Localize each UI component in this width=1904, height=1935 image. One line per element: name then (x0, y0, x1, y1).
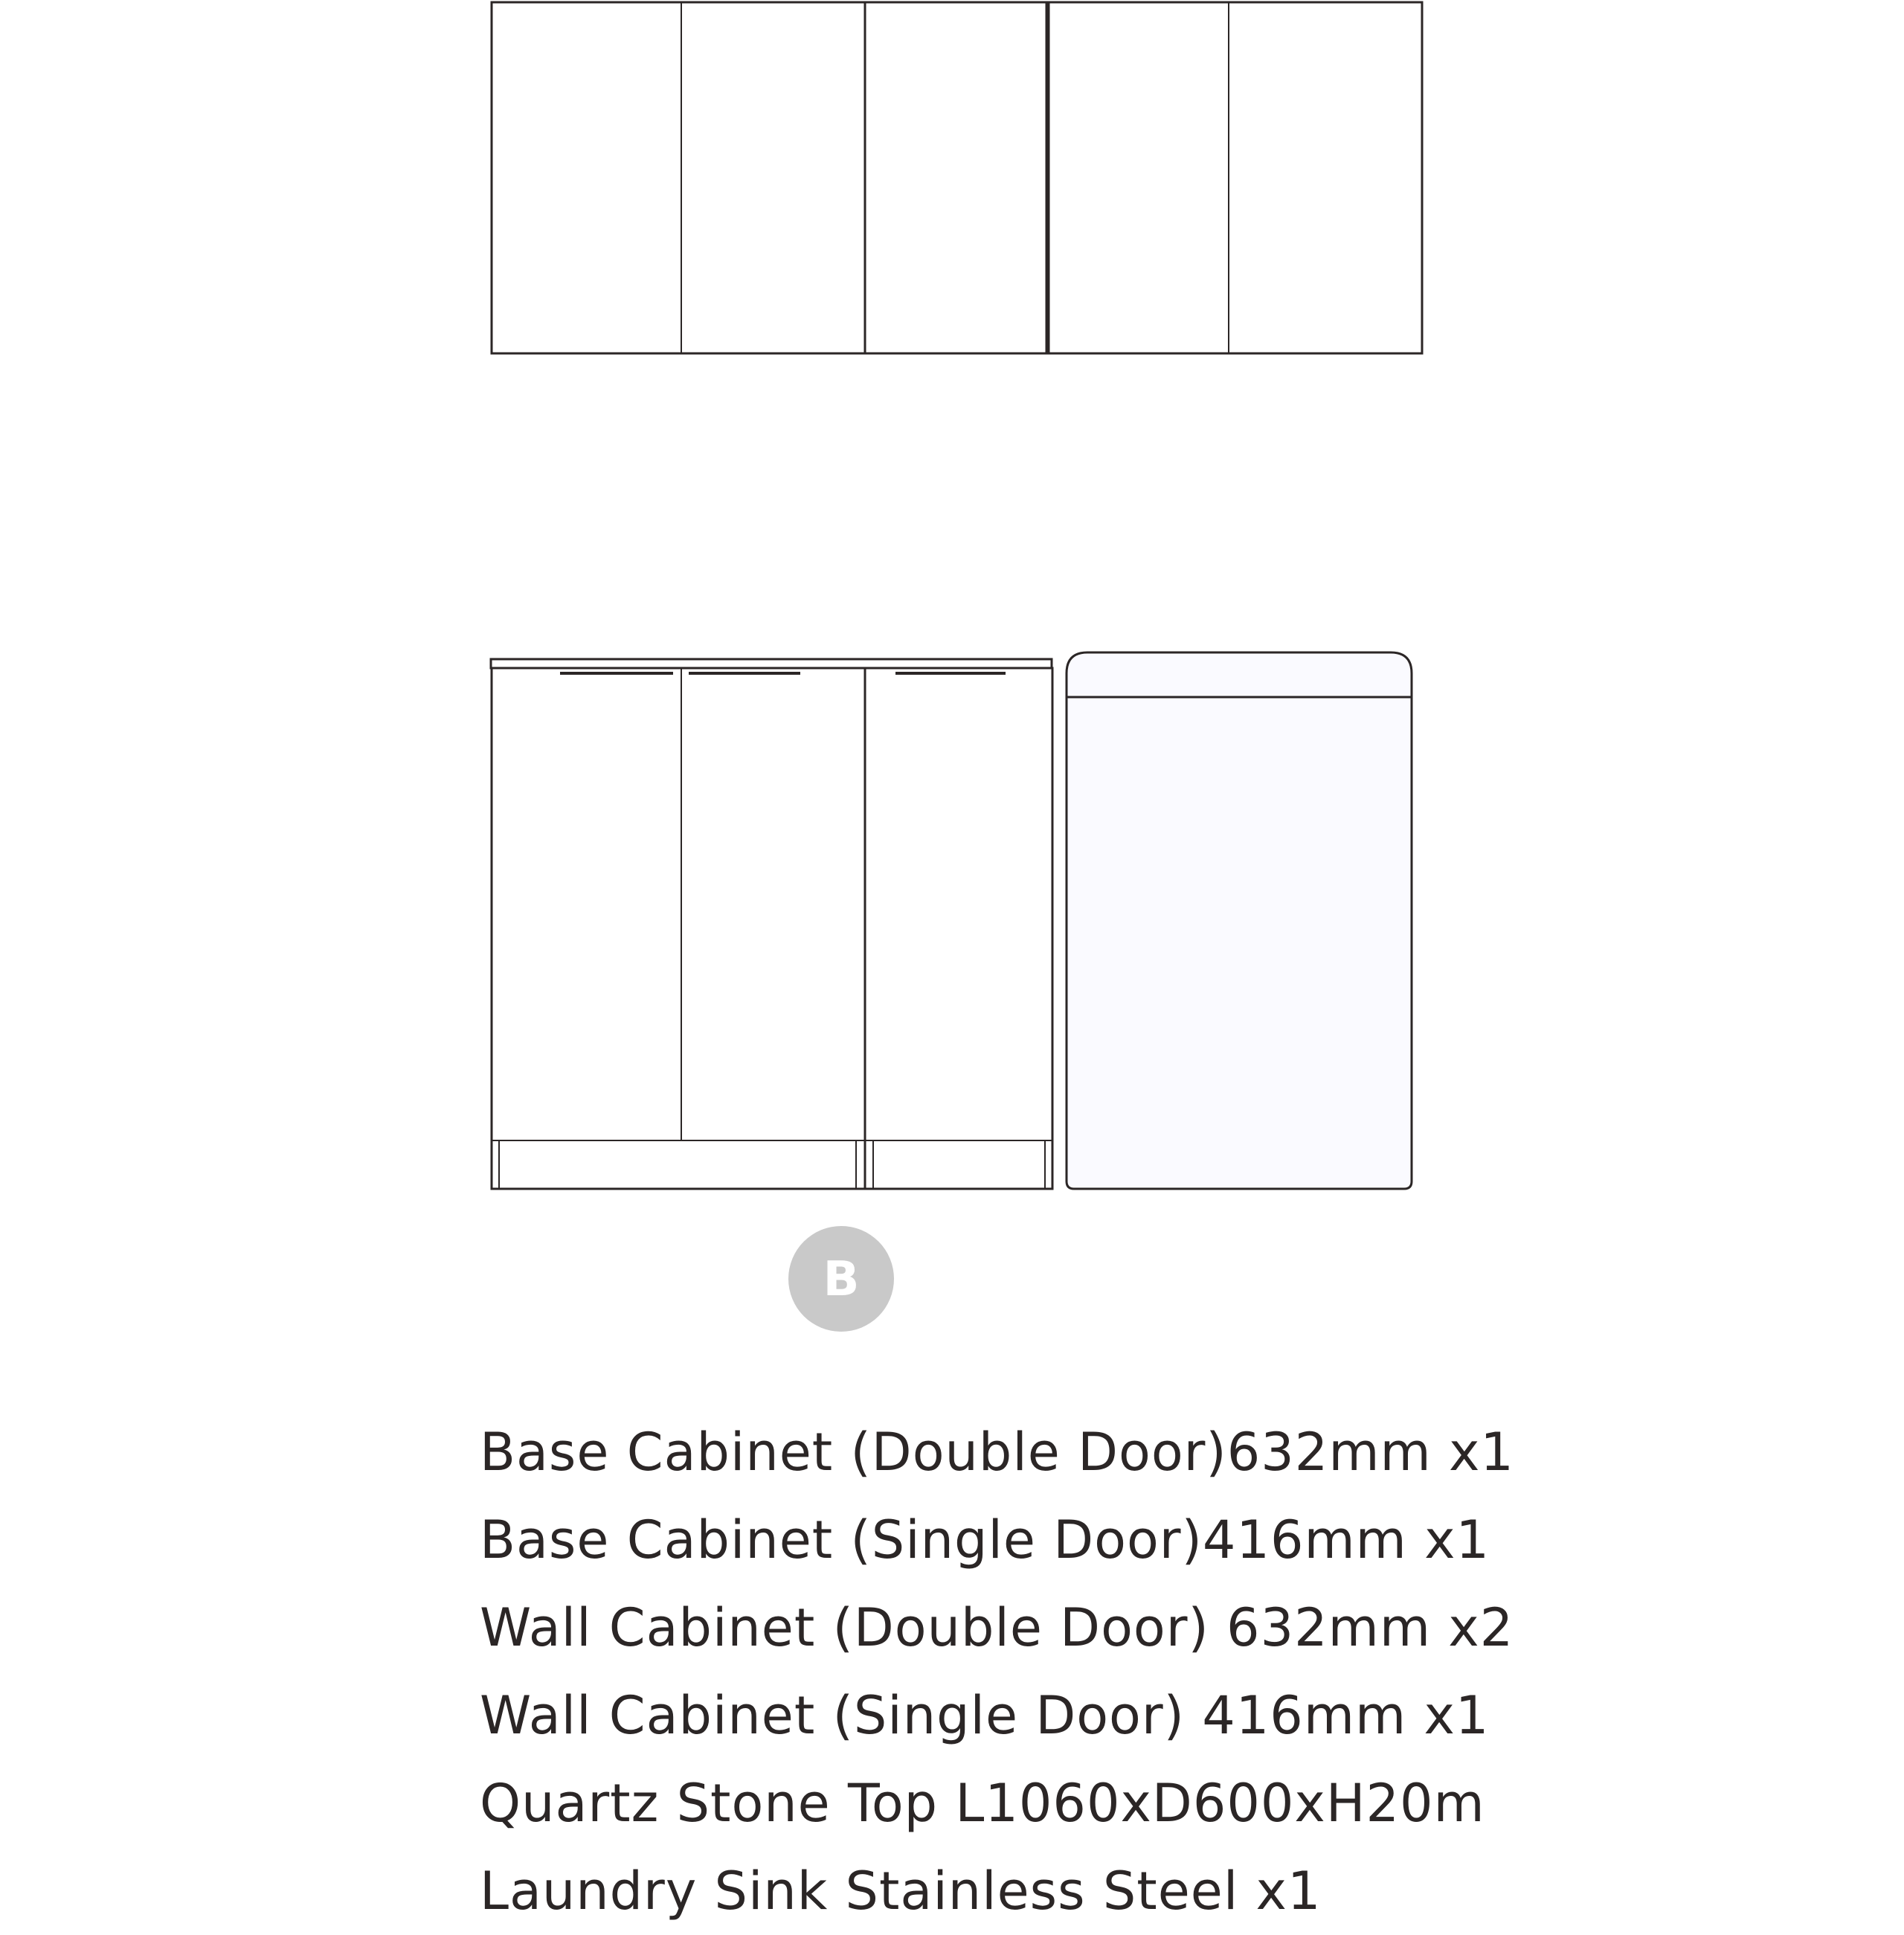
base-cabinet-double-door (492, 668, 865, 1189)
spec-laundry-sink: Laundry Sink Stainless Steel x1 (480, 1861, 1322, 1922)
spec-base-cabinet-double: Base Cabinet (Double Door)632mm x1 (480, 1422, 1514, 1483)
quartz-stone-top (491, 659, 1052, 668)
wall-cabinets (492, 2, 1422, 353)
spec-wall-cabinet-single: Wall Cabinet (Single Door) 416mm x1 (480, 1685, 1490, 1746)
laundry-sink-unit (1067, 652, 1412, 1189)
laundry-sink-outline (1067, 652, 1412, 1189)
wall-cabinet-double-door-right (1049, 2, 1422, 353)
spec-quartz-stone-top: Quartz Stone Top L1060xD600xH20m (480, 1773, 1485, 1834)
base-cabinets (491, 659, 1052, 1189)
section-badge (788, 1226, 894, 1332)
badge-label: B (823, 1252, 860, 1307)
wall-cabinet-single-door (865, 2, 1046, 353)
wall-cabinet-double-door-left (492, 2, 865, 353)
specification-list (480, 1408, 1514, 1935)
base-cabinet-single-door (865, 668, 1052, 1189)
spec-wall-cabinet-double: Wall Cabinet (Double Door) 632mm x2 (480, 1597, 1514, 1658)
spec-base-cabinet-single: Base Cabinet (Single Door)416mm x1 (480, 1509, 1490, 1570)
